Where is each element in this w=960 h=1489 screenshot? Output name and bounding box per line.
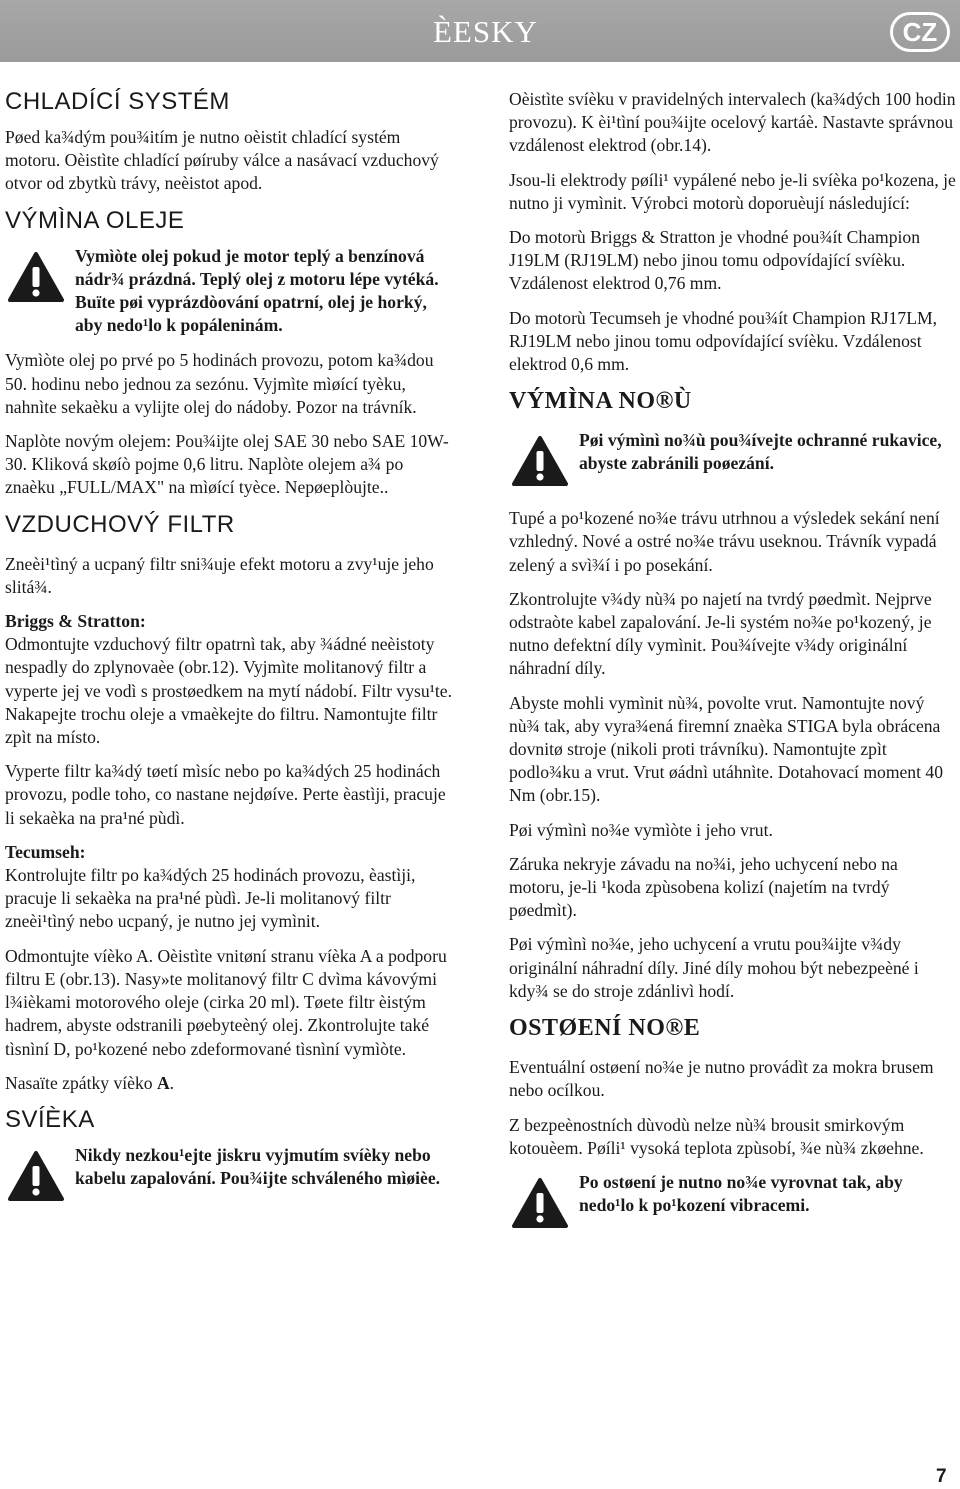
paragraph: Tupé a po¹kozené no¾e trávu utrhnou a výsledek sekání není vzhledný. Nové a ostré no¾e trávu useknou. Trávník vypadá zelený a svì¾í i po posekání.	[509, 508, 940, 575]
warning-text: Nikdy nezkou¹ejte jiskru vyjmutím svíèky nebo kabelu zapalování. Pou¾ijte schváleného mìøièe.	[75, 1144, 441, 1189]
section-title-blade-sharpening: OSTØENÍ NO®E	[509, 1015, 701, 1042]
text: Nasaïte zpátky víèko	[5, 1072, 157, 1093]
bold-text: A	[156, 1072, 170, 1093]
paragraph: Pøi výmìnì no¾e vymìòte i jeho vrut.	[509, 819, 773, 840]
paragraph: Oèistìte svíèku v pravidelných intervalech (ka¾dých 100 hodin provozu). K èi¹tìní pou¾ijte ocelový kartáè. Nastavte správnou vzdálenost elektrod (obr.14).	[509, 89, 956, 156]
warning-block	[509, 1171, 957, 1237]
header-title: ÈESKY	[433, 14, 538, 49]
paragraph: Kontrolujte filtr po ka¾dých 25 hodinách provozu, èastìji, pracuje li sekaèka na pra¹né pùdì. Je-li molitanový filtr zneèi¹tìný nebo ucpaný, je nutno jej vymìnit.	[5, 865, 416, 932]
warning-icon	[511, 1177, 569, 1229]
warning-icon	[7, 1150, 65, 1202]
paragraph	[5, 1072, 453, 1095]
warning-icon	[7, 251, 65, 303]
section-title-blade-change: VÝMÌNA NO®Ù	[509, 388, 692, 415]
paragraph: Pøed ka¾dým pou¾itím je nutno oèistit chladící systém motoru. Oèistìte chladící pøíruby válce a nasávací vzduchový otvor od zbytkù trávy, neèistot apod.	[5, 127, 439, 194]
warning-icon	[511, 435, 569, 487]
section-title-oil-change: VÝMÌNA OLEJE	[5, 206, 185, 234]
paragraph: Jsou-li elektrody pøíli¹ vypálené nebo je-li svíèka po¹kozena, je nutno ji vymìnit. Výrobci motorù doporuèují následující:	[509, 169, 956, 213]
warning-block	[5, 1144, 453, 1210]
warning-text: Po ostøení je nutno no¾e vyrovnat tak, aby nedo¹lo k po¹kození vibracemi.	[579, 1171, 903, 1216]
warning-text: Pøi výmìnì no¾ù pou¾ívejte ochranné rukavice, abyste zabránili poøezání.	[579, 430, 942, 474]
paragraph: Zneèi¹tìný a ucpaný filtr sni¾uje efekt motoru a zvy¹uje jeho slitá¾.	[5, 553, 434, 597]
language-badge: CZ	[890, 12, 950, 52]
text: .	[169, 1072, 175, 1093]
paragraph: Abyste mohli vymìnit nù¾, povolte vrut. Namontujte nový nù¾ tak, aby vyra¾ená firemní znaèka STIGA byla obrácena dovnitø stroje (nikoli proti trávníku). Namontujte zpìt podlo¾ku a vrut. Vrut øádnì utáhnìte. Dotahovací moment 40 Nm (obr.15).	[509, 692, 943, 806]
right-column	[509, 88, 957, 1249]
subheading-tecumseh: Tecumseh:	[5, 841, 86, 862]
paragraph: Záruka nekryje závadu na no¾i, jeho uchycení nebo na motoru, je-li ¹koda zpùsobena kolizí (najetím na tvrdý pøedmìt).	[509, 853, 898, 921]
paragraph: Vymìòte olej po prvé po 5 hodinách provozu, potom ka¾dou 50. hodinu nebo jednou za sezónu. Vyjmìte mìøící tyèku, nahnìte sekaèku a vylijte olej do nádoby. Pozor na trávník.	[5, 350, 434, 417]
paragraph: Zkontrolujte v¾dy nù¾ po najetí na tvrdý pøedmìt. Nejprve odstraòte kabel zapalování. Je-li systém no¾e po¹kozený, je nutno defektní díly vymìnit. Pou¾ívejte v¾dy originální náhradní díly.	[509, 588, 932, 679]
page-number: 7	[936, 1466, 947, 1487]
warning-text: Vymìòte olej pokud je motor teplý a benzínová nádr¾ prázdná. Teplý olej z motoru lépe vytéká. Buïte pøi vyprázdòování opatrní, olej je horký, aby nedo¹lo k popáleninám.	[75, 245, 439, 336]
warning-block	[5, 245, 453, 338]
warning-block	[509, 429, 957, 495]
left-column	[5, 88, 453, 1222]
paragraph: Do motorù Tecumseh je vhodné pou¾ít Champion RJ17LM, RJ19LM nebo jinou tomu odpovídající svíèku. Vzdálenost elektrod 0,6 mm.	[509, 307, 937, 375]
paragraph: Odmontujte vzduchový filtr opatrnì tak, aby ¾ádné neèistoty nespadly do zplynovaèe (obr.12). Vyjmìte molitanový filtr a vyperte jej ve vodì s prostøedkem na mytí nádobí. Filtr vysu¹te. Nakapejte trochu oleje a vmaèkejte do filtru. Namontujte filtr zpìt na místo.	[5, 634, 452, 748]
paragraph: Z bezpeènostních dùvodù nelze nù¾ brousit smirkovým kotouèem. Pøíli¹ vysoká teplota zpùsobí, ¾e nù¾ zkøehne.	[509, 1114, 924, 1158]
subheading-briggs: Briggs & Stratton:	[5, 611, 146, 632]
paragraph: Odmontujte víèko A. Oèistìte vnitøní stranu víèka A a podporu filtru E (obr.13). Nasy»te molitanový filtr C dvìma kávovými l¾ièkami motorového oleje (cirka 20 ml). Tøete filtr èistým hadrem, abyste odstranili pøebyteèný olej. Zkontrolujte také tìsnìní D, po¹kozené nebo zdeformované tìsnìní vymìòte.	[5, 945, 447, 1059]
section-title-spark-plug: SVÍÈKA	[5, 1105, 95, 1133]
paragraph: Vyperte filtr ka¾dý tøetí mìsíc nebo po ka¾dých 25 hodinách provozu, podle toho, co nastane nejdøíve. Perte èastìji, pracuje li sekaèka na pra¹né pùdì.	[5, 761, 446, 828]
paragraph: Pøi výmìnì no¾e, jeho uchycení a vrutu pou¾ijte v¾dy originální náhradní díly. Jiné díly mohou být nebezpeèné i kdy¾ se do stroje zdánlivì hodí.	[509, 934, 919, 1001]
paragraph: Naplòte novým olejem: Pou¾ijte olej SAE 30 nebo SAE 10W-30. Kliková skøíò pojme 0,6 litru. Naplòte olejem a¾ po znaèku „FULL/MAX" na mìøící tyèce. Nepøeplòujte..	[5, 431, 449, 498]
section-title-air-filter: VZDUCHOVÝ FILTR	[5, 510, 235, 538]
paragraph: Eventuální ostøení no¾e je nutno provádìt za mokra brusem nebo ocílkou.	[509, 1057, 934, 1101]
paragraph: Do motorù Briggs & Stratton je vhodné pou¾ít Champion J19LM (RJ19LM) nebo jinou tomu odpovídající svíèku. Vzdálenost elektrod 0,76 mm.	[509, 227, 920, 294]
section-title-cooling: CHLADÍCÍ SYSTÉM	[5, 88, 230, 115]
